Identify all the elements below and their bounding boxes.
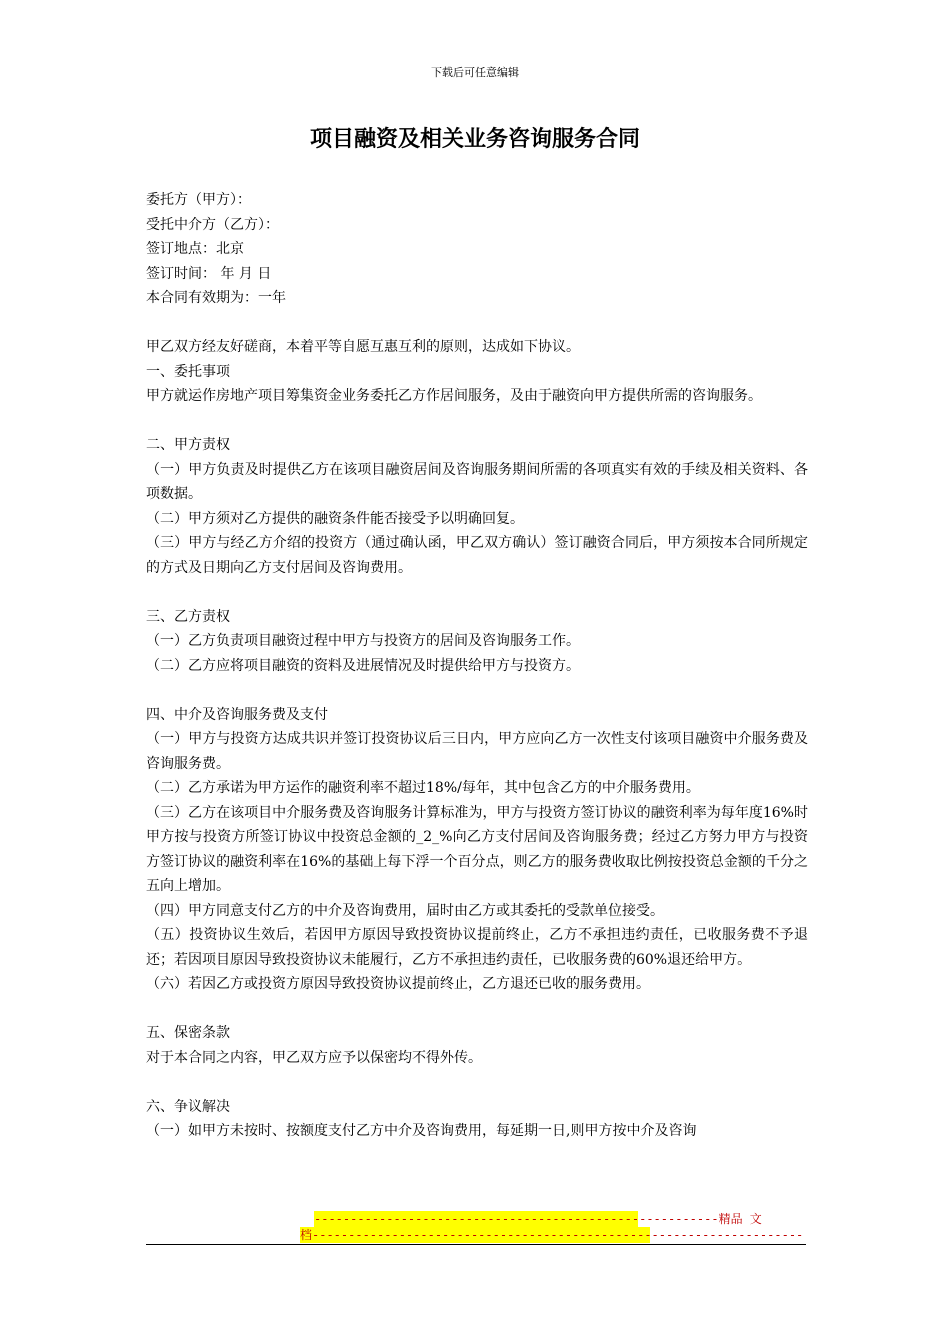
- contract-paragraph: 四、中介及咨询服务费及支付: [146, 706, 328, 723]
- contract-paragraph: （四）甲方同意支付乙方的中介及咨询费用，届时由乙方或其委托的受款单位接受。: [146, 902, 664, 919]
- contract-paragraph: （二）乙方承诺为甲方运作的融资利率不超过18%/每年，其中包含乙方的中介服务费用。: [146, 780, 700, 796]
- contract-paragraph: 甲乙双方经友好磋商，本着平等自愿互惠互利的原则，达成如下协议。: [146, 339, 580, 355]
- contract-paragraph: 签订时间： 年 月 日: [146, 265, 272, 282]
- contract-paragraph: 五、保密条款: [146, 1025, 230, 1041]
- contract-paragraph: 受托中介方（乙方）：: [146, 216, 279, 233]
- paragraph-spacer: [146, 580, 808, 605]
- contract-paragraph: （一）如甲方未按时、按额度支付乙方中介及咨询费用，每延期一日,则甲方按中介及咨询: [146, 1123, 697, 1139]
- contract-paragraph: 甲方就运作房地产项目筹集资金业务委托乙方作居间服务，及由于融资向甲方提供所需的咨询服务。: [146, 388, 762, 404]
- footer-line-2: 档--------------------------------------------------------------------: [300, 1228, 804, 1242]
- contract-paragraph: （五）投资协议生效后，若因甲方原因导致投资协议提前终止，乙方不承担违约责任，已收服务费不予退还；若因项目原因导致投资协议未能履行，乙方不承担违约责任，已收服务费的60%退还给甲方。: [146, 927, 808, 968]
- contract-paragraph: 本合同有效期为：一年: [146, 290, 286, 306]
- contract-paragraph: （六）若因乙方或投资方原因导致投资协议提前终止，乙方退还已收的服务费用。: [146, 976, 650, 992]
- contract-paragraph: （一）甲方与投资方达成共识并签订投资协议后三日内，甲方应向乙方一次性支付该项目融资中介服务费及咨询服务费。: [146, 731, 808, 772]
- contract-paragraph: 委托方（甲方）：: [146, 192, 251, 208]
- header-note: 下载后可任意编辑: [431, 66, 519, 79]
- document-title: 项目融资及相关业务咨询服务合同: [309, 127, 640, 152]
- contract-body: [146, 188, 808, 1144]
- footer-divider: [146, 1244, 806, 1245]
- contract-paragraph: 一、委托事项: [146, 363, 230, 380]
- contract-paragraph: 对于本合同之内容，甲乙双方应予以保密均不得外传。: [146, 1049, 482, 1066]
- contract-paragraph: （二）乙方应将项目融资的资料及进展情况及时提供给甲方与投资方。: [146, 657, 580, 674]
- contract-paragraph: （一）甲方负责及时提供乙方在该项目融资居间及咨询服务期间所需的各项真实有效的手续及相关资料、各项数据。: [146, 461, 808, 502]
- contract-paragraph: 签订地点：北京: [146, 241, 244, 257]
- contract-paragraph: 三、乙方责权: [146, 608, 230, 625]
- paragraph-spacer: [146, 409, 808, 434]
- contract-paragraph: 二、甲方责权: [146, 437, 230, 453]
- footer-line-1: --------------------------------------------------------精品 文: [314, 1212, 762, 1226]
- contract-paragraph: 六、争议解决: [146, 1098, 230, 1115]
- contract-paragraph: （一）乙方负责项目融资过程中甲方与投资方的居间及咨询服务工作。: [146, 633, 580, 649]
- paragraph-spacer: [146, 311, 808, 336]
- paragraph-spacer: [146, 678, 808, 703]
- contract-paragraph: （三）乙方在该项目中介服务费及咨询服务计算标准为，甲方与投资方签订协议的融资利率为每年度16%时甲方按与投资方所签订协议中投资总金额的_2_%向乙方支付居间及咨询服务费；经过乙方努力甲方与投资方签订协议的融资利率在16%的基础上每下浮一个百分点，则乙方的服务费收取比例按投资总金额的千分之五向上增加。: [146, 804, 808, 894]
- paragraph-spacer: [146, 997, 808, 1022]
- contract-paragraph: （二）甲方须对乙方提供的融资条件能否接受予以明确回复。: [146, 510, 524, 527]
- contract-paragraph: （三）甲方与经乙方介绍的投资方（通过确认函，甲乙双方确认）签订融资合同后，甲方须按本合同所规定的方式及日期向乙方支付居间及咨询费用。: [146, 535, 808, 576]
- paragraph-spacer: [146, 1070, 808, 1095]
